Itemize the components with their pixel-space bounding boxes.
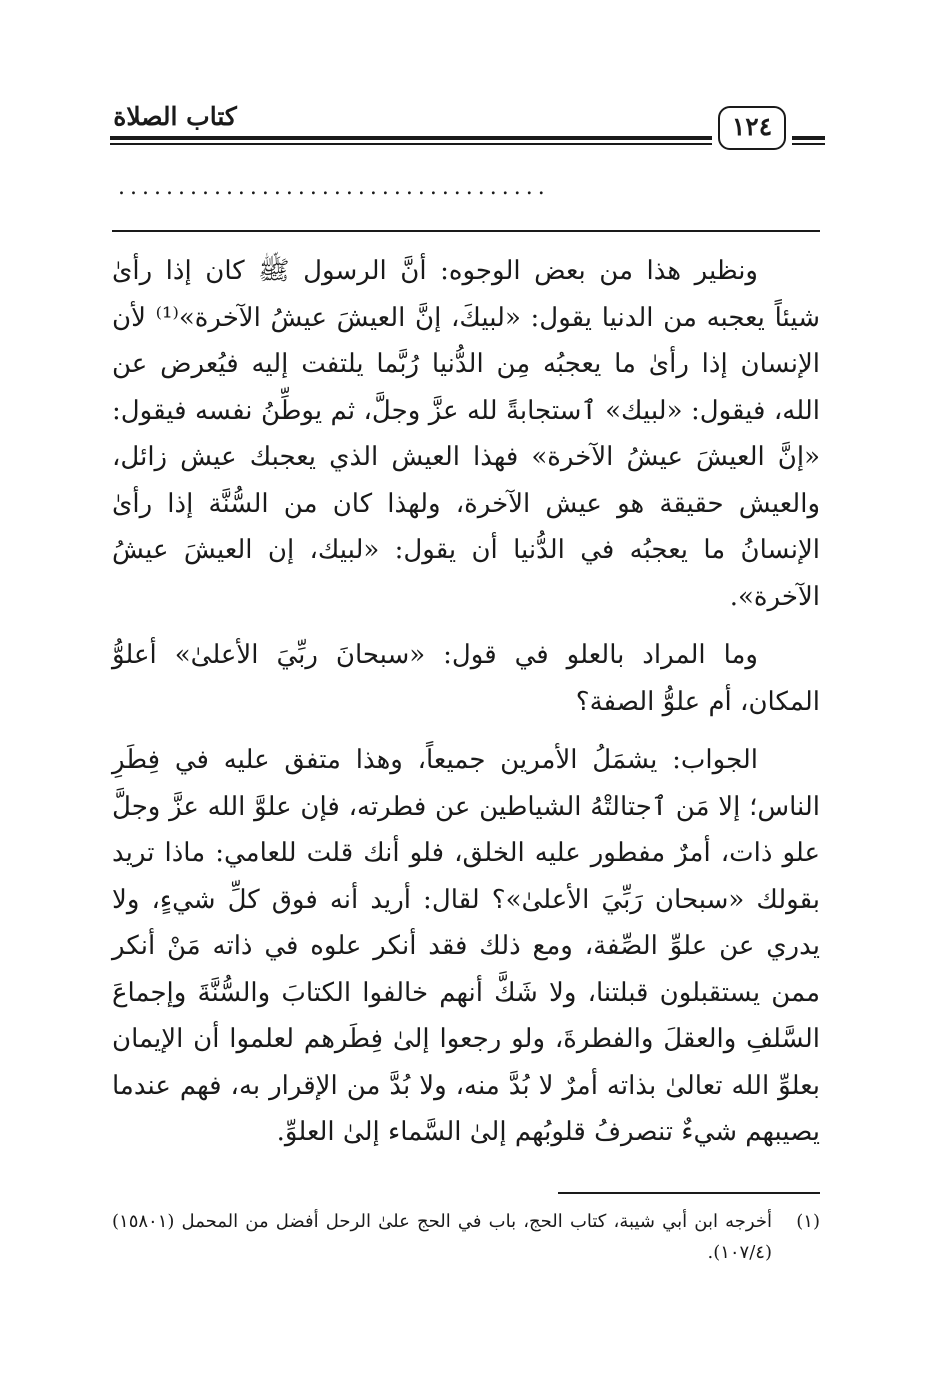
footnote-marker: (١) <box>796 1211 820 1232</box>
paragraph: الجواب: يشمَلُ الأمرين جميعاً، وهذا متفق عليه في فِطَرِ الناس؛ إلا مَن ٱجتالتْهُ الشياطين عن فطرته، فإن علوَّ الله عزَّ وجلَّ علو ذات، أمرٌ مفطور عليه الخلق، فلو أنك قلت للعامي: ماذا تريد بقولك «سبحان رَبِّيَ الأعلىٰ»؟ لقال: أريد أنه فوق كلِّ شيءٍ، ولا يدري عن علوِّ الصِّفة، ومع ذلك فقد أنكر علوه في ذاته مَنْ أنكر ممن يستقبلون قبلتنا، ولا شَكَّ أنهم خالفوا الكتابَ والسُّنَّةَ وإجماعَ السَّلفِ والعقلَ والفطرةَ، ولو رجعوا إلىٰ فِطَرهم لعلموا أن الإيمان بعلوِّ الله تعالىٰ بذاته أمرٌ لا بُدَّ منه، ولا بُدَّ من الإقرار به، فهم عندما يصيبهم شيءٌ تنصرفُ قلوبُهم إلىٰ السَّماء إلىٰ العلوِّ. <box>112 745 820 1147</box>
footnotes <box>112 1206 820 1268</box>
header-rule-thick-right <box>792 136 825 140</box>
footnote <box>112 1206 820 1268</box>
running-title: كتاب الصلاة <box>113 102 237 131</box>
footnote-separator <box>558 1192 820 1194</box>
page-header <box>110 100 825 160</box>
paragraph: ونظير هذا من بعض الوجوه: أنَّ الرسول ﷺ كان إذا رأىٰ شيئاً يعجبه من الدنيا يقول: «لبيكَ، إنَّ العيشَ عيشُ الآخرة»⁽¹⁾ لأن الإنسان إذا رأىٰ ما يعجبُه مِن الدُّنيا رُبَّما يلتفت إليه فيُعرض عن الله، فيقول: «لبيك» ٱستجابةً لله عزَّ وجلَّ، ثم يوطِّنُ نفسه فيقول: «إنَّ العيشَ عيشُ الآخرة» فهذا العيش الذي يعجبك عيش زائل، والعيش حقيقة هو عيش الآخرة، ولهذا كان من السُّنَّة إذا رأىٰ الإنسانُ ما يعجبُه في الدُّنيا أن يقول: «لبيك، إن العيشَ عيشُ الآخرة». <box>112 256 820 612</box>
paragraph: وما المراد بالعلو في قول: «سبحانَ ربِّيَ الأعلىٰ» أعلوُّ المكان، أم علوُّ الصفة؟ <box>112 640 820 717</box>
header-rule-thick <box>110 136 712 140</box>
footnote-text: أخرجه ابن أبي شيبة، كتاب الحج، باب في الحج علىٰ الرحل أفضل من المحمل (١٥٨٠١) (١٠٧/٤). <box>112 1211 772 1263</box>
header-rule-thin-right <box>792 143 825 145</box>
main-text <box>112 248 820 1156</box>
page-number: ١٢٤ <box>718 106 786 150</box>
top-separator <box>112 230 820 232</box>
header-rule-thin <box>110 143 712 145</box>
dotted-divider: .................................... <box>118 175 550 200</box>
